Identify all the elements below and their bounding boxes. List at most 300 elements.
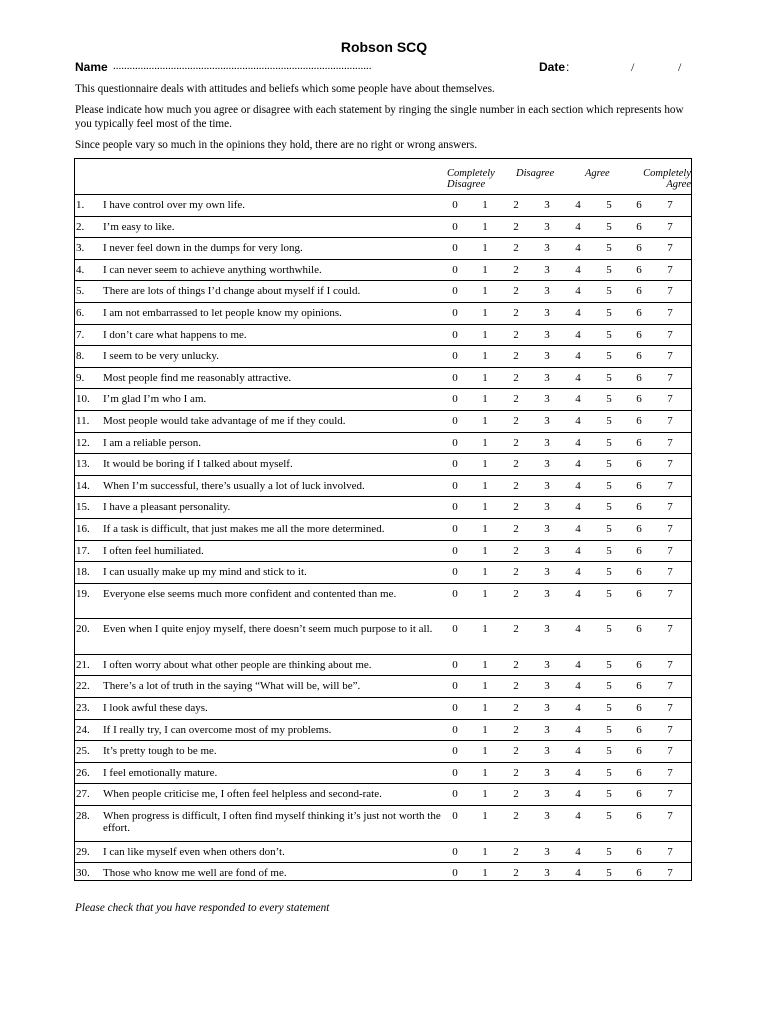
rating-option-6[interactable]: 6: [636, 680, 642, 693]
rating-option-4[interactable]: 4: [575, 623, 581, 636]
rating-option-4[interactable]: 4: [575, 845, 581, 858]
rating-option-6[interactable]: 6: [636, 350, 642, 363]
rating-option-2[interactable]: 2: [513, 393, 519, 406]
rating-option-2[interactable]: 2: [513, 501, 519, 514]
rating-option-6[interactable]: 6: [636, 371, 642, 384]
rating-option-2[interactable]: 2: [513, 436, 519, 449]
rating-option-1[interactable]: 1: [482, 523, 488, 535]
item-statement: There’s a lot of truth in the saying “What will be, will be”.: [103, 680, 361, 693]
rating-option-3[interactable]: 3: [544, 263, 550, 276]
rating-option-6[interactable]: 6: [636, 328, 642, 341]
rating-option-7[interactable]: 7: [667, 263, 673, 276]
rating-option-2[interactable]: 2: [513, 544, 519, 557]
rating-option-7[interactable]: 7: [667, 350, 673, 363]
rating-option-0[interactable]: 0: [452, 479, 458, 492]
rating-option-3[interactable]: 3: [544, 623, 550, 636]
rating-option-2[interactable]: 2: [513, 788, 519, 801]
rating-option-4[interactable]: 4: [575, 199, 581, 211]
rating-option-6[interactable]: 6: [636, 458, 642, 471]
rating-option-2[interactable]: 2: [513, 566, 519, 579]
header-completely-agree: Completely Agree: [643, 168, 691, 190]
rating-option-7[interactable]: 7: [667, 845, 673, 858]
rating-option-6[interactable]: 6: [636, 702, 642, 714]
rating-option-3[interactable]: 3: [544, 415, 550, 427]
rating-option-4[interactable]: 4: [575, 328, 581, 341]
rating-option-1[interactable]: 1: [482, 845, 488, 858]
rating-option-3[interactable]: 3: [544, 867, 550, 880]
rating-option-5[interactable]: 5: [606, 479, 612, 492]
rating-option-7[interactable]: 7: [667, 745, 673, 758]
rating-option-2[interactable]: 2: [513, 285, 519, 298]
rating-option-0[interactable]: 0: [452, 415, 458, 427]
rating-option-6[interactable]: 6: [636, 285, 642, 298]
rating-option-0[interactable]: 0: [452, 702, 458, 714]
rating-option-6[interactable]: 6: [636, 479, 642, 492]
rating-option-4[interactable]: 4: [575, 285, 581, 298]
table-row: [75, 497, 691, 519]
rating-option-5[interactable]: 5: [606, 328, 612, 341]
item-statement: I can like myself even when others don’t.: [103, 845, 285, 858]
rating-option-2[interactable]: 2: [513, 242, 519, 255]
rating-option-2[interactable]: 2: [513, 623, 519, 636]
rating-scale: [75, 545, 691, 559]
rating-option-5[interactable]: 5: [606, 745, 612, 758]
rating-option-7[interactable]: 7: [667, 436, 673, 449]
rating-option-7[interactable]: 7: [667, 766, 673, 779]
rating-option-5[interactable]: 5: [606, 766, 612, 779]
item-statement: I can usually make up my mind and stick to it.: [103, 566, 307, 579]
no-right-answers-paragraph: Since people vary so much in the opinions they hold, there are no right or wrong answers.: [75, 139, 478, 151]
rating-option-6[interactable]: 6: [636, 745, 642, 758]
rating-option-3[interactable]: 3: [544, 350, 550, 363]
rating-option-3[interactable]: 3: [544, 723, 550, 736]
rating-option-1[interactable]: 1: [482, 723, 488, 736]
rating-option-0[interactable]: 0: [452, 745, 458, 758]
rating-option-4[interactable]: 4: [575, 436, 581, 449]
rating-option-3[interactable]: 3: [544, 845, 550, 858]
rating-option-1[interactable]: 1: [482, 623, 488, 636]
rating-option-5[interactable]: 5: [606, 285, 612, 298]
rating-option-3[interactable]: 3: [544, 702, 550, 714]
rating-option-0[interactable]: 0: [452, 680, 458, 693]
rating-option-7[interactable]: 7: [667, 810, 673, 822]
item-number: 13.: [76, 458, 90, 471]
rating-option-5[interactable]: 5: [606, 723, 612, 736]
rating-option-1[interactable]: 1: [482, 350, 488, 363]
rating-option-5[interactable]: 5: [606, 436, 612, 449]
rating-option-2[interactable]: 2: [513, 415, 519, 427]
rating-option-2[interactable]: 2: [513, 867, 519, 880]
rating-option-4[interactable]: 4: [575, 307, 581, 319]
name-date-line: [75, 60, 695, 76]
page-title: Robson SCQ: [340, 39, 428, 55]
rating-option-4[interactable]: 4: [575, 766, 581, 779]
item-statement: I’m glad I’m who I am.: [103, 393, 207, 406]
rating-option-0[interactable]: 0: [452, 810, 458, 822]
rating-option-5[interactable]: 5: [606, 680, 612, 693]
rating-option-4[interactable]: 4: [575, 566, 581, 579]
rating-option-5[interactable]: 5: [606, 242, 612, 255]
item-number: 8.: [76, 350, 85, 363]
rating-option-2[interactable]: 2: [513, 723, 519, 736]
rating-option-6[interactable]: 6: [636, 523, 642, 535]
rating-option-5[interactable]: 5: [606, 587, 612, 600]
rating-option-1[interactable]: 1: [482, 458, 488, 471]
rating-option-1[interactable]: 1: [482, 371, 488, 384]
rating-option-0[interactable]: 0: [452, 220, 458, 233]
rating-option-4[interactable]: 4: [575, 393, 581, 406]
rating-option-5[interactable]: 5: [606, 566, 612, 579]
rating-option-5[interactable]: 5: [606, 810, 612, 822]
table-row: [75, 763, 691, 785]
rating-option-5[interactable]: 5: [606, 371, 612, 384]
rating-option-6[interactable]: 6: [636, 199, 642, 211]
rating-option-2[interactable]: 2: [513, 220, 519, 233]
rating-option-4[interactable]: 4: [575, 220, 581, 233]
rating-option-6[interactable]: 6: [636, 415, 642, 427]
rating-option-3[interactable]: 3: [544, 199, 550, 211]
item-number: 18.: [76, 566, 90, 579]
rating-option-3[interactable]: 3: [544, 436, 550, 449]
rating-option-4[interactable]: 4: [575, 371, 581, 384]
rating-scale: [75, 867, 691, 881]
rating-option-4[interactable]: 4: [575, 867, 581, 880]
rating-option-2[interactable]: 2: [513, 307, 519, 319]
rating-scale: [75, 242, 691, 256]
rating-option-1[interactable]: 1: [482, 680, 488, 693]
rating-scale: [75, 307, 691, 321]
rating-option-1[interactable]: 1: [482, 263, 488, 276]
rating-option-3[interactable]: 3: [544, 307, 550, 319]
rating-option-6[interactable]: 6: [636, 788, 642, 801]
rating-option-4[interactable]: 4: [575, 788, 581, 801]
rating-option-1[interactable]: 1: [482, 328, 488, 341]
rating-option-3[interactable]: 3: [544, 285, 550, 298]
rating-option-3[interactable]: 3: [544, 566, 550, 579]
rating-option-1[interactable]: 1: [482, 285, 488, 298]
rating-option-4[interactable]: 4: [575, 242, 581, 255]
rating-option-1[interactable]: 1: [482, 242, 488, 255]
rating-option-7[interactable]: 7: [667, 544, 673, 557]
rating-option-0[interactable]: 0: [452, 544, 458, 557]
rating-option-0[interactable]: 0: [452, 566, 458, 579]
rating-option-4[interactable]: 4: [575, 658, 581, 671]
table-row: [75, 260, 691, 282]
table-row: [75, 454, 691, 476]
rating-option-0[interactable]: 0: [452, 307, 458, 319]
rating-option-7[interactable]: 7: [667, 867, 673, 880]
rating-option-3[interactable]: 3: [544, 523, 550, 535]
rating-option-5[interactable]: 5: [606, 544, 612, 557]
rating-option-0[interactable]: 0: [452, 788, 458, 801]
rating-option-6[interactable]: 6: [636, 436, 642, 449]
rating-option-2[interactable]: 2: [513, 523, 519, 535]
rating-option-3[interactable]: 3: [544, 680, 550, 693]
rating-option-1[interactable]: 1: [482, 810, 488, 822]
rating-option-0[interactable]: 0: [452, 242, 458, 255]
rating-option-2[interactable]: 2: [513, 458, 519, 471]
rating-option-4[interactable]: 4: [575, 810, 581, 822]
rating-option-1[interactable]: 1: [482, 587, 488, 600]
rating-scale: [75, 329, 691, 343]
rating-option-7[interactable]: 7: [667, 220, 673, 233]
rating-option-0[interactable]: 0: [452, 458, 458, 471]
rating-option-6[interactable]: 6: [636, 810, 642, 822]
item-number: 29.: [76, 845, 90, 858]
rating-option-6[interactable]: 6: [636, 845, 642, 858]
rating-option-6[interactable]: 6: [636, 623, 642, 636]
rating-option-7[interactable]: 7: [667, 523, 673, 535]
rating-option-5[interactable]: 5: [606, 523, 612, 535]
rating-option-5[interactable]: 5: [606, 623, 612, 636]
item-number: 4.: [76, 263, 85, 276]
item-number: 9.: [76, 371, 85, 384]
rating-option-5[interactable]: 5: [606, 867, 612, 880]
rating-option-2[interactable]: 2: [513, 328, 519, 341]
rating-option-1[interactable]: 1: [482, 220, 488, 233]
rating-option-3[interactable]: 3: [544, 544, 550, 557]
rating-option-0[interactable]: 0: [452, 587, 458, 600]
item-number: 14.: [76, 479, 90, 492]
rating-option-1[interactable]: 1: [482, 393, 488, 406]
rating-option-6[interactable]: 6: [636, 723, 642, 736]
table-row: [75, 325, 691, 347]
item-statement: If I really try, I can overcome most of my problems.: [103, 723, 332, 736]
rating-scale: [75, 415, 691, 429]
rating-option-2[interactable]: 2: [513, 263, 519, 276]
rating-option-5[interactable]: 5: [606, 263, 612, 276]
rating-option-7[interactable]: 7: [667, 658, 673, 671]
rating-option-3[interactable]: 3: [544, 371, 550, 384]
rating-option-7[interactable]: 7: [667, 566, 673, 579]
rating-scale: [75, 480, 691, 494]
rating-option-1[interactable]: 1: [482, 867, 488, 880]
rating-option-6[interactable]: 6: [636, 867, 642, 880]
rating-option-0[interactable]: 0: [452, 350, 458, 363]
rating-option-1[interactable]: 1: [482, 566, 488, 579]
rating-option-7[interactable]: 7: [667, 307, 673, 319]
item-number: 19.: [76, 587, 90, 600]
rating-option-5[interactable]: 5: [606, 458, 612, 471]
rating-option-1[interactable]: 1: [482, 415, 488, 427]
rating-option-3[interactable]: 3: [544, 242, 550, 255]
rating-option-6[interactable]: 6: [636, 501, 642, 514]
rating-option-1[interactable]: 1: [482, 479, 488, 492]
item-statement: I never feel down in the dumps for very long.: [103, 242, 303, 255]
item-statement: When people criticise me, I often feel helpless and second-rate.: [103, 788, 382, 801]
rating-option-5[interactable]: 5: [606, 350, 612, 363]
rating-scale: [75, 458, 691, 472]
rating-option-7[interactable]: 7: [667, 415, 673, 427]
rating-option-0[interactable]: 0: [452, 723, 458, 736]
rating-option-4[interactable]: 4: [575, 723, 581, 736]
table-row: [75, 562, 691, 584]
rating-option-3[interactable]: 3: [544, 587, 550, 600]
header-disagree: Disagree: [516, 168, 555, 179]
rating-option-3[interactable]: 3: [544, 658, 550, 671]
rating-option-0[interactable]: 0: [452, 285, 458, 298]
rating-option-2[interactable]: 2: [513, 702, 519, 714]
rating-option-4[interactable]: 4: [575, 745, 581, 758]
rating-option-6[interactable]: 6: [636, 220, 642, 233]
rating-option-2[interactable]: 2: [513, 658, 519, 671]
rating-option-2[interactable]: 2: [513, 766, 519, 779]
item-number: 10.: [76, 393, 90, 406]
date-label: Date: [539, 60, 566, 74]
item-statement: I am a reliable person.: [103, 436, 202, 449]
rating-option-6[interactable]: 6: [636, 242, 642, 255]
rating-option-1[interactable]: 1: [482, 501, 488, 514]
rating-option-0[interactable]: 0: [452, 393, 458, 406]
table-row: [75, 346, 691, 368]
rating-option-2[interactable]: 2: [513, 199, 519, 211]
item-number: 20.: [76, 623, 90, 636]
rating-option-5[interactable]: 5: [606, 415, 612, 427]
rating-option-2[interactable]: 2: [513, 810, 519, 822]
rating-option-6[interactable]: 6: [636, 587, 642, 600]
rating-option-0[interactable]: 0: [452, 199, 458, 211]
instructions-paragraph: Please indicate how much you agree or disagree with each statement by ringing the single number in each section which represents how you typically feel most of the time.: [75, 104, 684, 130]
table-row: [75, 676, 691, 698]
rating-option-3[interactable]: 3: [544, 458, 550, 471]
rating-option-4[interactable]: 4: [575, 350, 581, 363]
rating-option-0[interactable]: 0: [452, 845, 458, 858]
item-statement: I often worry about what other people are thinking about me.: [103, 658, 372, 671]
table-row: [75, 698, 691, 720]
rating-option-4[interactable]: 4: [575, 587, 581, 600]
rating-option-1[interactable]: 1: [482, 788, 488, 801]
rating-option-4[interactable]: 4: [575, 415, 581, 427]
rating-option-6[interactable]: 6: [636, 658, 642, 671]
rating-scale: [75, 767, 691, 781]
rating-option-2[interactable]: 2: [513, 371, 519, 384]
rating-option-5[interactable]: 5: [606, 199, 612, 211]
rating-option-3[interactable]: 3: [544, 328, 550, 341]
rating-option-5[interactable]: 5: [606, 393, 612, 406]
rating-option-7[interactable]: 7: [667, 393, 673, 406]
rating-option-5[interactable]: 5: [606, 845, 612, 858]
rating-option-0[interactable]: 0: [452, 766, 458, 779]
rating-option-1[interactable]: 1: [482, 307, 488, 319]
rating-option-3[interactable]: 3: [544, 745, 550, 758]
rating-option-0[interactable]: 0: [452, 658, 458, 671]
table-row: [75, 741, 691, 763]
rating-option-2[interactable]: 2: [513, 845, 519, 858]
rating-option-3[interactable]: 3: [544, 501, 550, 514]
rating-option-0[interactable]: 0: [452, 523, 458, 535]
rating-option-5[interactable]: 5: [606, 307, 612, 319]
rating-option-2[interactable]: 2: [513, 587, 519, 600]
item-statement: If a task is difficult, that just makes me all the more determined.: [103, 523, 385, 535]
rating-option-2[interactable]: 2: [513, 350, 519, 363]
rating-option-4[interactable]: 4: [575, 501, 581, 514]
rating-option-7[interactable]: 7: [667, 702, 673, 714]
rating-option-3[interactable]: 3: [544, 479, 550, 492]
rating-option-7[interactable]: 7: [667, 623, 673, 636]
rating-option-7[interactable]: 7: [667, 199, 673, 211]
rating-option-0[interactable]: 0: [452, 263, 458, 276]
rating-scale: [75, 393, 691, 407]
rating-option-5[interactable]: 5: [606, 702, 612, 714]
rating-option-3[interactable]: 3: [544, 788, 550, 801]
rating-option-2[interactable]: 2: [513, 745, 519, 758]
rating-scale: [75, 221, 691, 235]
rating-scale: [75, 724, 691, 738]
rating-option-3[interactable]: 3: [544, 393, 550, 406]
rating-option-6[interactable]: 6: [636, 566, 642, 579]
rating-option-1[interactable]: 1: [482, 544, 488, 557]
table-row: [75, 842, 691, 864]
rating-option-7[interactable]: 7: [667, 285, 673, 298]
rating-option-7[interactable]: 7: [667, 242, 673, 255]
rating-option-7[interactable]: 7: [667, 501, 673, 514]
rating-option-4[interactable]: 4: [575, 680, 581, 693]
rating-option-5[interactable]: 5: [606, 220, 612, 233]
rating-option-1[interactable]: 1: [482, 766, 488, 779]
rating-option-0[interactable]: 0: [452, 328, 458, 341]
rating-option-4[interactable]: 4: [575, 479, 581, 492]
rating-option-7[interactable]: 7: [667, 371, 673, 384]
rating-option-5[interactable]: 5: [606, 658, 612, 671]
rating-option-0[interactable]: 0: [452, 371, 458, 384]
rating-option-0[interactable]: 0: [452, 501, 458, 514]
rating-scale: [75, 588, 691, 602]
rating-option-6[interactable]: 6: [636, 263, 642, 276]
rating-option-4[interactable]: 4: [575, 458, 581, 471]
rating-option-7[interactable]: 7: [667, 680, 673, 693]
rating-option-4[interactable]: 4: [575, 702, 581, 714]
rating-option-5[interactable]: 5: [606, 788, 612, 801]
rating-scale: [75, 680, 691, 694]
rating-option-5[interactable]: 5: [606, 501, 612, 514]
rating-option-3[interactable]: 3: [544, 766, 550, 779]
rating-option-0[interactable]: 0: [452, 623, 458, 636]
rating-option-7[interactable]: 7: [667, 587, 673, 600]
rating-option-1[interactable]: 1: [482, 658, 488, 671]
rating-option-4[interactable]: 4: [575, 544, 581, 557]
rating-option-1[interactable]: 1: [482, 199, 488, 211]
rating-option-3[interactable]: 3: [544, 220, 550, 233]
rating-option-1[interactable]: 1: [482, 436, 488, 449]
rating-option-3[interactable]: 3: [544, 810, 550, 822]
rating-option-2[interactable]: 2: [513, 479, 519, 492]
rating-option-7[interactable]: 7: [667, 788, 673, 801]
rating-option-0[interactable]: 0: [452, 867, 458, 880]
rating-option-0[interactable]: 0: [452, 436, 458, 449]
rating-option-2[interactable]: 2: [513, 680, 519, 693]
rating-option-4[interactable]: 4: [575, 523, 581, 535]
name-field[interactable]: ..............................................................................................: [113, 60, 372, 72]
rating-option-6[interactable]: 6: [636, 307, 642, 319]
item-statement: Everyone else seems much more confident and contented than me.: [103, 587, 397, 600]
rating-option-7[interactable]: 7: [667, 723, 673, 736]
item-number: 16.: [76, 523, 90, 535]
rating-option-1[interactable]: 1: [482, 745, 488, 758]
rating-option-7[interactable]: 7: [667, 458, 673, 471]
rating-option-1[interactable]: 1: [482, 702, 488, 714]
table-row: [75, 619, 691, 655]
rating-option-7[interactable]: 7: [667, 328, 673, 341]
rating-option-6[interactable]: 6: [636, 393, 642, 406]
rating-option-4[interactable]: 4: [575, 263, 581, 276]
rating-scale: [75, 285, 691, 299]
item-number: 7.: [76, 328, 85, 341]
rating-option-7[interactable]: 7: [667, 479, 673, 492]
item-number: 27.: [76, 788, 90, 801]
rating-option-6[interactable]: 6: [636, 766, 642, 779]
header-completely-disagree: Completely Disagree: [447, 168, 495, 190]
rating-option-6[interactable]: 6: [636, 544, 642, 557]
